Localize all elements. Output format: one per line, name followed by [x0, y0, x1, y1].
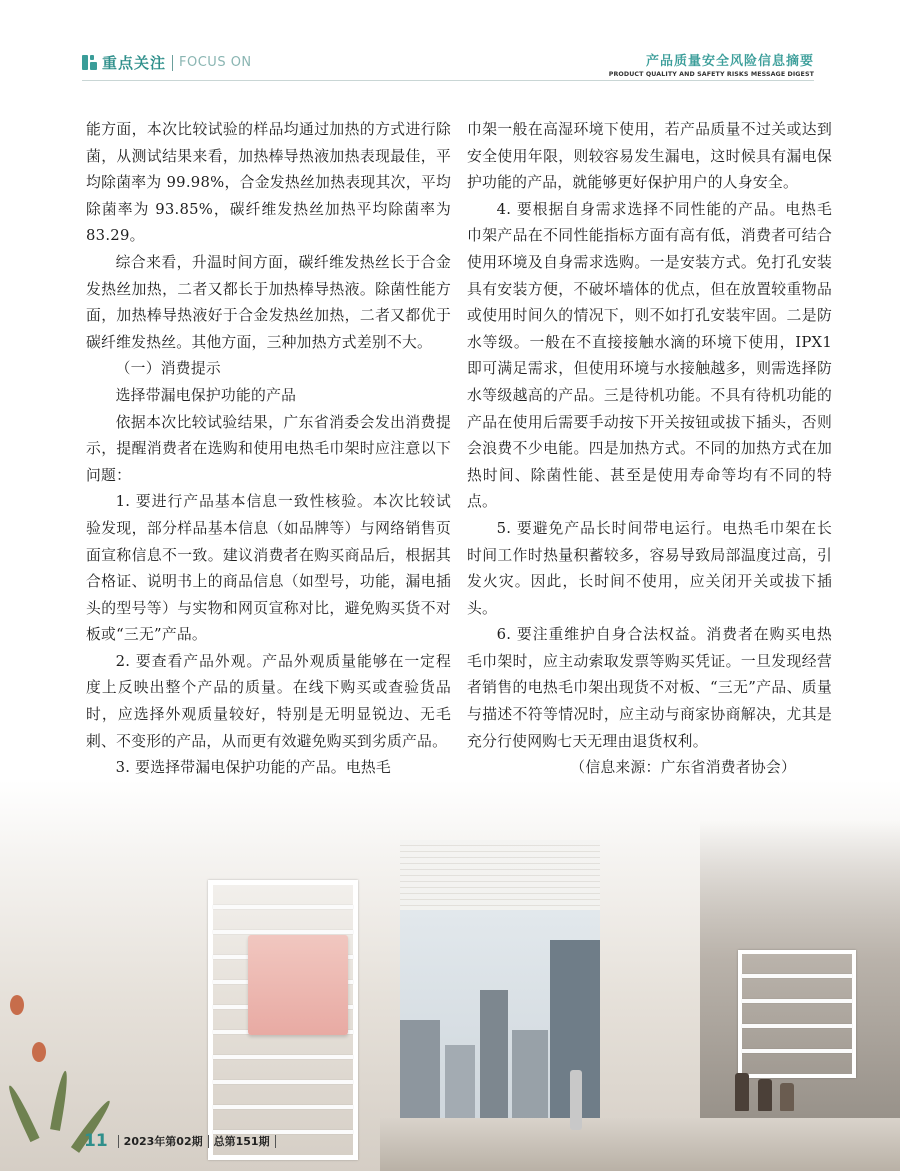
paragraph: 5. 要避免产品长时间带电运行。电热毛巾架在长时间工作时热量积蓄较多，容易导致局部温度过高，引发火灾。因此，长时间不使用，应关闭开关或拔下插头。 — [467, 519, 832, 617]
paragraph: 巾架一般在高湿环境下使用，若产品质量不过关或达到安全使用年限，则较容易发生漏电，这时候具有漏电保护功能的产品，就能够更好保护用户的人身安全。 — [467, 121, 832, 192]
paragraph: 4. 要根据自身需求选择不同性能的产品。电热毛巾架产品在不同性能指标方面有高有低，消费者可结合使用环境及自身需求选购。一是安装方式。免打孔安装具有安装方便，不破坏墙体的优点，但在放置较重物品或使用时间久的情况下，则不如打孔安装牢固。二是防水等级。一般在不直接接触水滴的环境下使用，IPX1 即可满足需求，但使用环境与水接触越多，则需选择防水等级越高的产品。三是待机功能。不具有待机功能的产品在使用后需要手动按下开关按钮或拔下插头，否则会浪费不少电能。四是加热方式。不同的加热方式在加热时间、除菌性能、甚至是使用寿命等均有不同的特点。 — [467, 200, 832, 511]
paragraph: 2. 要查看产品外观。产品外观质量能够在一定程度上反映出整个产品的质量。在线下购买或查验货品时，应选择外观质量较好，特别是无明显锐边、无毛刺、不变形的产品，从而更有效避免购买到劣质产品。 — [86, 652, 451, 750]
paragraph: 综合来看，升温时间方面，碳纤维发热丝长于合金发热丝加热，二者又都长于加热棒导热液。除菌性能方面，加热棒导热液好于合金发热丝加热，二者又都优于碳纤维发热丝。其他方面，三种加热方式差别不大。 — [86, 253, 451, 351]
photo-towel-rack-right — [738, 950, 856, 1078]
paragraph: 依据本次比较试验结果，广东省消委会发出消费提示，提醒消费者在选购和使用电热毛巾架时应注意以下问题： — [86, 413, 451, 484]
photo-flower — [10, 995, 24, 1015]
page-number: 11 — [84, 1131, 108, 1151]
section-icon — [82, 55, 97, 70]
total-issue-label: 总第151期 — [213, 1135, 270, 1148]
footer-divider — [275, 1135, 276, 1148]
header-rule — [82, 80, 814, 81]
subheading: 选择带漏电保护功能的产品 — [115, 386, 297, 404]
photo-plant-leaf — [5, 1084, 39, 1143]
section-title-en: FOCUS ON — [179, 55, 252, 70]
photo-bottle — [735, 1073, 749, 1111]
photo-faucet — [570, 1070, 582, 1130]
photo-bottle — [780, 1083, 794, 1111]
section-title: 重点关注 — [102, 54, 167, 72]
article-left-column — [86, 117, 451, 782]
paragraph: 能方面，本次比较试验的样品均通过加热的方式进行除菌，从测试结果来看，加热棒导热液加热表现最佳，平均除菌率为 99.98%，合金发热丝加热表现其次，平均除菌率为 93.85%，碳纤维发热丝加热平均除菌率为 83.29。 — [86, 121, 451, 245]
photo-towel — [248, 935, 348, 1035]
section-label — [82, 52, 252, 73]
photo-plant-leaf — [50, 1070, 70, 1131]
paragraph: 1. 要进行产品基本信息一致性核验。本次比较试验发现，部分样品基本信息（如品牌等）与网络销售页面宣称信息不一致。建议消费者在购买商品后，根据其合格证、说明书上的商品信息（如型号，功能，漏电插头的型号等）与实物和网页宣称对比，避免购买货不对板或“三无”产品。 — [86, 493, 451, 644]
photo-counter — [380, 1118, 900, 1171]
paragraph: 6. 要注重维护自身合法权益。消费者在购买电热毛巾架时，应主动索取发票等购买凭证。一旦发现经营者销售的电热毛巾架出现货不对板、“三无”产品、质量与描述不符等情况时，应主动与商家协商解决，尤其是充分行使网购七天无理由退货权利。 — [467, 626, 832, 750]
source-credit: （信息来源：广东省消费者协会） — [570, 759, 796, 777]
bathroom-photo — [0, 780, 900, 1171]
issue-label: 2023年第02期 — [123, 1135, 203, 1148]
footer-divider — [208, 1135, 209, 1148]
paragraph: 3. 要选择带漏电保护功能的产品。电热毛 — [115, 759, 391, 777]
subheading: （一）消费提示 — [115, 360, 221, 378]
photo-bottle — [758, 1079, 772, 1111]
footer-divider — [118, 1135, 119, 1148]
header-divider — [172, 55, 173, 71]
page-footer — [84, 1131, 281, 1151]
publication-title-cn: 产品质量安全风险信息摘要 — [645, 54, 814, 69]
page-header — [0, 0, 900, 96]
publication-title — [609, 50, 814, 78]
photo-blinds — [400, 840, 600, 910]
photo-flower — [32, 1042, 46, 1062]
publication-title-en: PRODUCT QUALITY AND SAFETY RISKS MESSAGE DIGEST — [608, 71, 814, 78]
article-right-column — [467, 117, 832, 782]
